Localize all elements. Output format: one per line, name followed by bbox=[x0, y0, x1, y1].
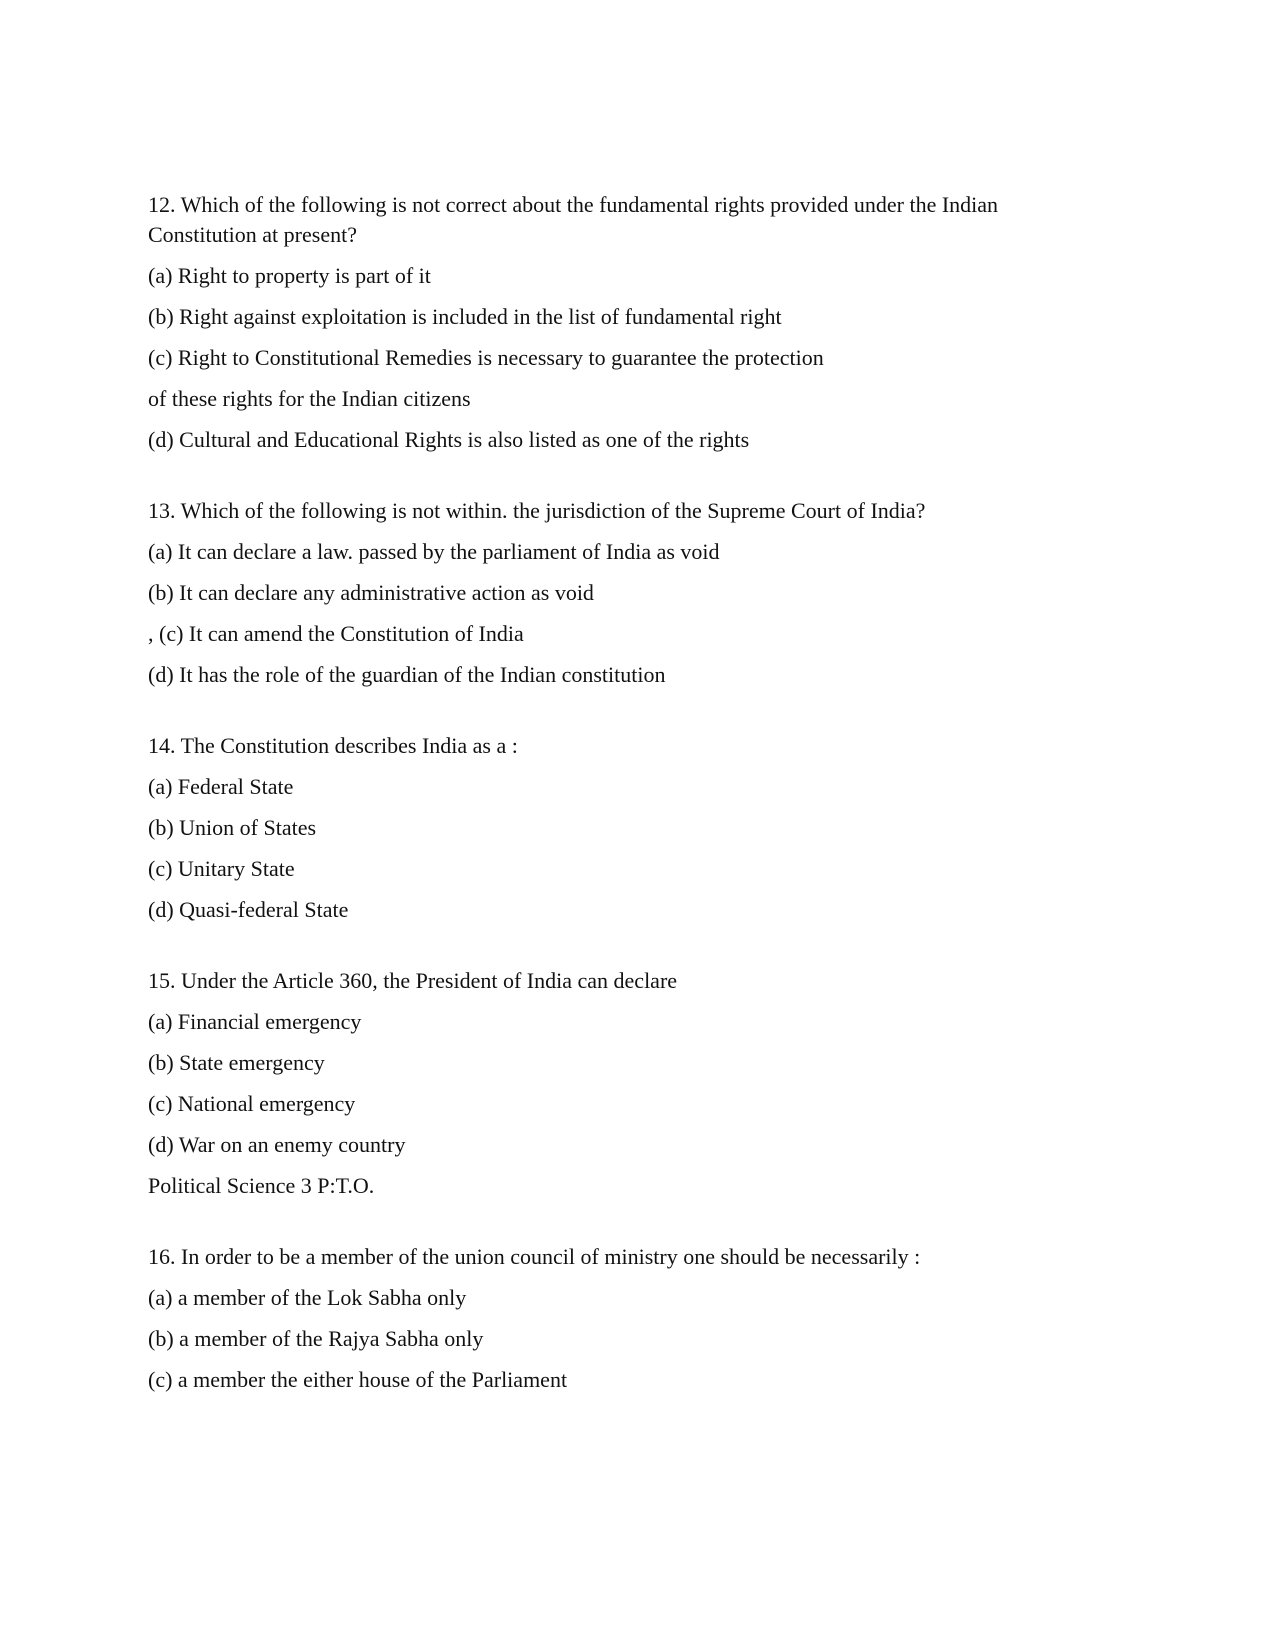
question-13-stem: 13. Which of the following is not within. the jurisdiction of the Supreme Court of India? bbox=[148, 498, 926, 523]
question-12-option-c-continued: of these rights for the Indian citizens bbox=[148, 386, 471, 411]
question-15-stem: 15. Under the Article 360, the President of India can declare bbox=[148, 968, 678, 993]
question-14-option-c: (c) Unitary State bbox=[148, 856, 295, 881]
page-footer: Political Science 3 P:T.O. bbox=[148, 1173, 375, 1198]
question-13-option-c: , (c) It can amend the Constitution of India bbox=[148, 621, 524, 646]
question-13-option-b: (b) It can declare any administrative action as void bbox=[148, 580, 594, 605]
question-16-option-a: (a) a member of the Lok Sabha only bbox=[148, 1285, 467, 1310]
question-15-option-b: (b) State emergency bbox=[148, 1050, 325, 1075]
question-14 bbox=[148, 731, 1068, 925]
question-16 bbox=[148, 1242, 1068, 1395]
question-13-option-a: (a) It can declare a law. passed by the parliament of India as void bbox=[148, 539, 720, 564]
question-14-option-d: (d) Quasi-federal State bbox=[148, 897, 349, 922]
question-15-option-c: (c) National emergency bbox=[148, 1091, 356, 1116]
question-15 bbox=[148, 966, 1068, 1201]
question-12-option-b: (b) Right against exploitation is included in the list of fundamental right bbox=[148, 304, 782, 329]
question-15-option-d: (d) War on an enemy country bbox=[148, 1132, 406, 1157]
question-12-option-d: (d) Cultural and Educational Rights is also listed as one of the rights bbox=[148, 427, 750, 452]
question-12-stem-line-2: Constitution at present? bbox=[148, 222, 357, 247]
question-12-option-a: (a) Right to property is part of it bbox=[148, 263, 431, 288]
question-13 bbox=[148, 496, 1068, 690]
question-14-option-a: (a) Federal State bbox=[148, 774, 294, 799]
question-list bbox=[148, 190, 1068, 1395]
question-16-option-c: (c) a member the either house of the Parliament bbox=[148, 1367, 568, 1392]
question-14-stem: 14. The Constitution describes India as a : bbox=[148, 733, 518, 758]
question-12-option-c: (c) Right to Constitutional Remedies is necessary to guarantee the protection bbox=[148, 345, 824, 370]
question-16-stem: 16. In order to be a member of the union council of ministry one should be necessarily : bbox=[148, 1244, 921, 1269]
question-16-option-b: (b) a member of the Rajya Sabha only bbox=[148, 1326, 484, 1351]
question-14-option-b: (b) Union of States bbox=[148, 815, 317, 840]
question-13-option-d: (d) It has the role of the guardian of the Indian constitution bbox=[148, 662, 666, 687]
question-15-option-a: (a) Financial emergency bbox=[148, 1009, 362, 1034]
question-12 bbox=[148, 190, 1068, 455]
question-12-stem-line-1: 12. Which of the following is not correct about the fundamental rights provided under the Indian bbox=[148, 192, 999, 217]
